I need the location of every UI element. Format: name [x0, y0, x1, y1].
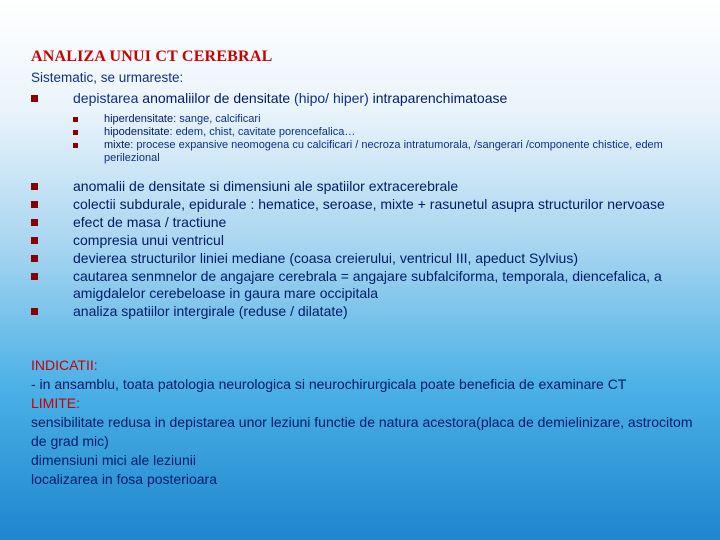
indicatii-heading: INDICATII: — [31, 357, 98, 373]
main-bullet-post: (hipo/ hiper) — [290, 90, 373, 106]
main-bullet — [31, 90, 711, 107]
bullet-list — [31, 178, 711, 321]
list-item-text: devierea structurilor liniei mediane (coasa creierului, ventricul III, apeduct Sylvius) — [73, 250, 578, 266]
bullet-square-icon — [73, 130, 78, 135]
bullet-square-icon — [31, 95, 38, 102]
sub-bullet-key: mixte — [104, 139, 131, 151]
bullet-square-icon — [73, 143, 78, 148]
bullet-square-icon — [31, 308, 38, 315]
bullet-square-icon — [31, 183, 38, 190]
list-item — [31, 178, 711, 195]
intro-text: Sistematic, se urmareste: — [31, 70, 184, 85]
limite-line: dimensiuni mici ale leziunii — [31, 452, 196, 468]
main-bullet-bold2: intraparenchimatoase — [372, 90, 508, 106]
sub-bullet-text: : sange, calcificari — [173, 113, 261, 125]
list-item-text: colectii subdurale, epidurale : hematice, seroase, mixte + rasunetul asupra structurilor nervoase — [73, 196, 665, 212]
sub-bullet-list — [31, 113, 711, 165]
main-bullet-block — [31, 90, 711, 171]
list-item — [31, 250, 711, 267]
indications-and-limits — [31, 356, 711, 489]
list-item — [31, 268, 711, 302]
sub-bullet-key: hiperdensitate — [104, 113, 174, 125]
list-item-text: compresia unui ventricul — [73, 232, 224, 248]
bullet-square-icon — [31, 219, 38, 226]
list-item-text: anomalii de densitate si dimensiuni ale spatiilor extracerebrale — [73, 178, 459, 194]
sub-bullet-item — [73, 126, 711, 139]
list-item — [31, 196, 711, 213]
sub-bullet-text: : edem, chist, cavitate porencefalica… — [169, 126, 356, 138]
limite-line: localizarea in fosa posterioara — [31, 471, 217, 487]
slide-title: ANALIZA UNUI CT CEREBRAL — [31, 48, 273, 65]
list-item-text: efect de masa / tractiune — [73, 214, 227, 230]
limite-heading: LIMITE: — [31, 395, 81, 411]
sub-bullet-item — [73, 113, 711, 126]
bullet-square-icon — [31, 201, 38, 208]
list-item — [31, 303, 711, 320]
sub-bullet-item — [73, 139, 711, 165]
bullet-square-icon — [31, 273, 38, 280]
limite-line: sensibilitate redusa in depistarea unor leziuni functie de natura acestora(placa de demielinizare, astrocitom de grad mic) — [31, 414, 693, 449]
list-item-text: analiza spatiilor intergirale (reduse / dilatate) — [73, 303, 348, 319]
sub-bullet-text: : procese expansive neomogena cu calcificari / necroza intratumorala, /sangerari /componente chistice, edem perilezional — [104, 139, 663, 164]
main-bullet-pre: depistarea — [73, 90, 143, 106]
bullet-square-icon — [31, 255, 38, 262]
indicatii-text: - in ansamblu, toata patologia neurologica si neurochirurgicala poate beneficia de examinare CT — [31, 376, 627, 392]
list-item-text: cautarea senmnelor de angajare cerebrala = angajare subfalciforma, temporala, diencefalica, a amigdalelor cerebeloase in gaura mare occipitala — [73, 268, 662, 301]
list-item — [31, 232, 711, 249]
list-item — [31, 214, 711, 231]
main-bullet-bold: anomaliilor de densitate — [142, 90, 291, 106]
bullet-square-icon — [31, 237, 38, 244]
bullet-square-icon — [73, 117, 78, 122]
sub-bullet-key: hipodensitate — [104, 126, 170, 138]
